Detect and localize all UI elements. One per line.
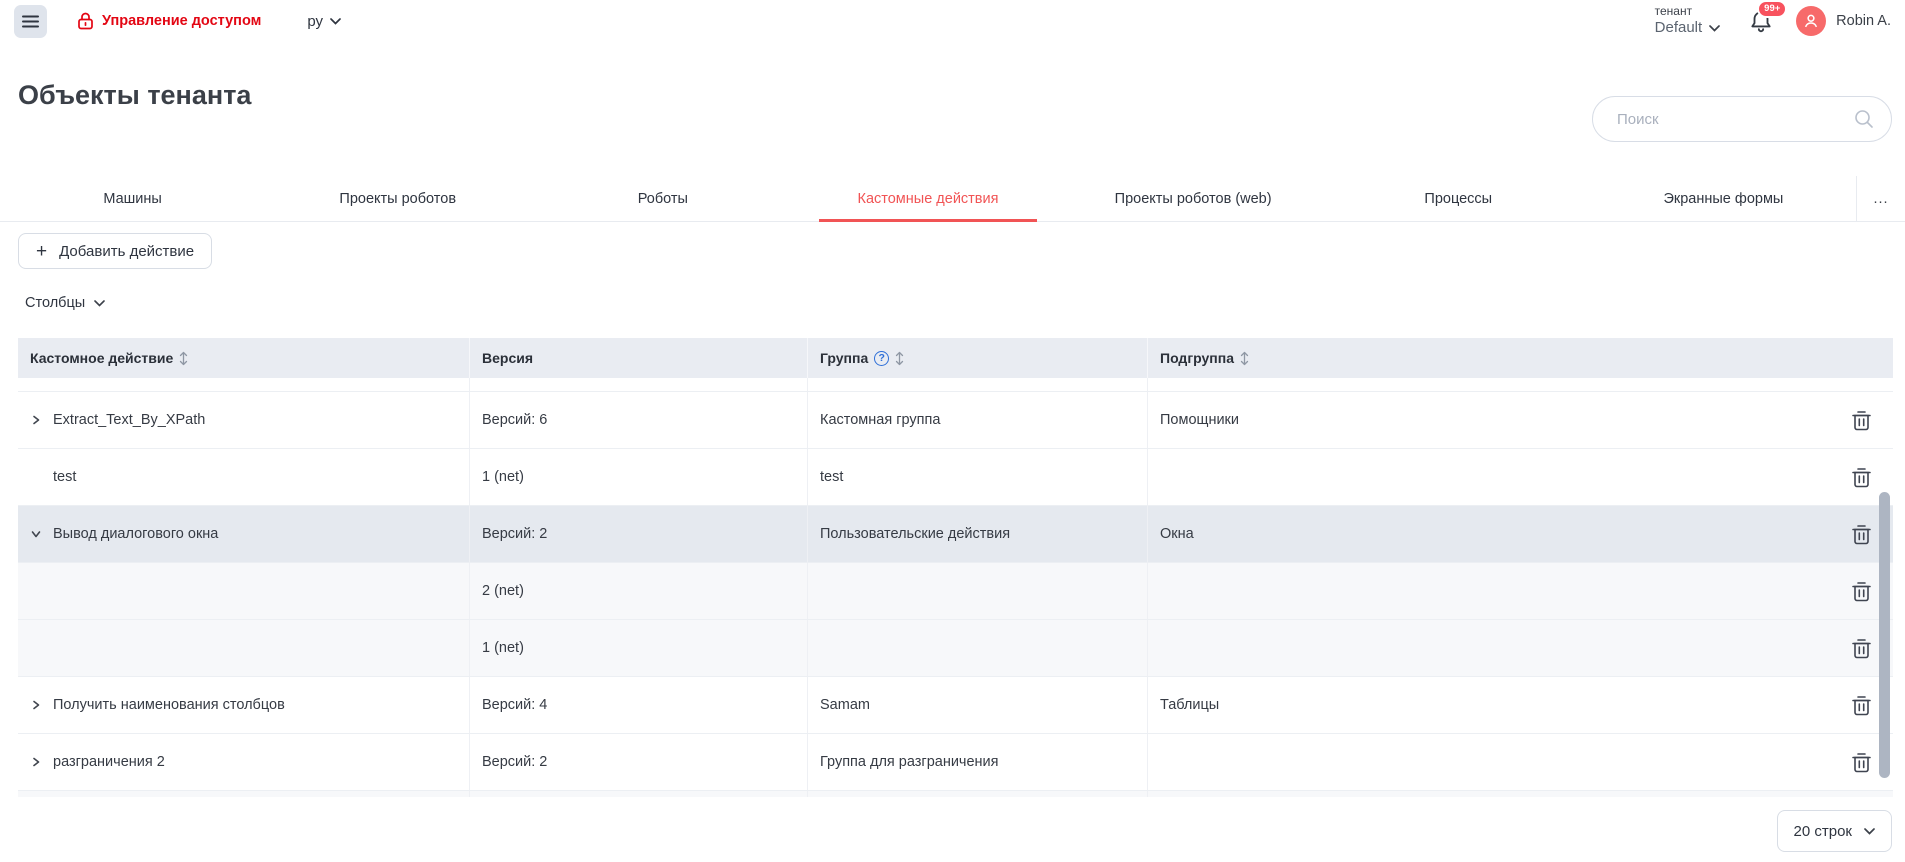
action-name: Extract_Text_By_XPath <box>53 412 206 428</box>
sort-icon <box>1240 351 1249 366</box>
help-icon[interactable]: ? <box>874 351 889 366</box>
tab-label: Роботы <box>637 190 688 207</box>
group-cell <box>808 563 1148 619</box>
group-cell: Группа для разграничения <box>808 734 1148 790</box>
delete-button[interactable] <box>1849 464 1874 491</box>
rows-per-page-selector[interactable] <box>1777 810 1892 852</box>
partial-row-bottom <box>18 791 1893 797</box>
tab-robot-projects-web[interactable] <box>1061 176 1326 221</box>
trash-icon <box>1851 637 1872 660</box>
subgroup-cell: Таблицы <box>1160 697 1220 713</box>
group-cell <box>808 620 1148 676</box>
sort-icon <box>179 351 188 366</box>
column-header-label: Группа <box>820 350 869 366</box>
tenant-selector[interactable] <box>1655 4 1721 38</box>
version-cell: 2 (net) <box>470 563 808 619</box>
page-title: Объекты тенанта <box>18 80 252 110</box>
chevron-down-icon <box>330 18 341 25</box>
tab-more[interactable] <box>1856 176 1905 221</box>
delete-button[interactable] <box>1849 692 1874 719</box>
chevron-down-icon <box>1709 25 1720 32</box>
delete-button[interactable] <box>1849 635 1874 662</box>
tab-label: Кастомные действия <box>857 190 999 207</box>
action-name: Получить наименования столбцов <box>53 697 285 713</box>
tab-processes[interactable] <box>1326 176 1591 221</box>
expand-chevron-icon[interactable] <box>30 757 42 767</box>
version-cell: 1 (net) <box>470 449 808 505</box>
subgroup-cell: Окна <box>1160 526 1194 542</box>
collapse-chevron-icon[interactable] <box>30 529 42 539</box>
version-cell: Версий: 2 <box>470 734 808 790</box>
tab-robots[interactable] <box>530 176 795 221</box>
delete-button[interactable] <box>1849 407 1874 434</box>
trash-icon <box>1851 751 1872 774</box>
table-row[interactable] <box>18 620 1893 677</box>
tab-machines[interactable] <box>0 176 265 221</box>
version-cell: Версий: 4 <box>470 677 808 733</box>
tab-label: Процессы <box>1424 190 1493 207</box>
version-cell: Версий: 2 <box>470 506 808 562</box>
column-header-group[interactable] <box>808 338 1148 378</box>
action-name: разграничения 2 <box>53 754 165 770</box>
notification-badge: 99+ <box>1757 0 1787 18</box>
tab-label: Машины <box>103 190 162 207</box>
table-row[interactable] <box>18 563 1893 620</box>
column-header-subgroup[interactable] <box>1148 338 1829 378</box>
person-icon <box>1802 12 1820 30</box>
subgroup-cell <box>1148 620 1829 676</box>
trash-icon <box>1851 580 1872 603</box>
language-value: ру <box>307 12 324 30</box>
search-input[interactable] <box>1615 110 1853 129</box>
notifications-button[interactable] <box>1748 3 1781 34</box>
chevron-down-icon <box>94 300 105 307</box>
table-row[interactable] <box>18 392 1893 449</box>
trash-icon <box>1851 523 1872 546</box>
table-row[interactable] <box>18 449 1893 506</box>
expand-chevron-icon[interactable] <box>30 415 42 425</box>
search-box <box>1592 96 1892 142</box>
tenant-objects-table <box>18 338 1893 797</box>
subgroup-cell <box>1148 734 1829 790</box>
group-cell: Пользовательские действия <box>808 506 1148 562</box>
access-management-link[interactable] <box>77 12 261 30</box>
trash-icon <box>1851 694 1872 717</box>
column-header-actions <box>1829 338 1893 378</box>
action-name: Вывод диалогового окна <box>53 526 219 542</box>
tab-label: ... <box>1873 190 1889 207</box>
group-cell: Кастомная группа <box>808 392 1148 448</box>
tab-label: Проекты роботов <box>339 190 457 207</box>
hamburger-icon <box>22 15 39 28</box>
lock-icon <box>77 12 94 30</box>
tab-label: Проекты роботов (web) <box>1114 190 1272 207</box>
add-action-label: Добавить действие <box>59 242 195 260</box>
table-header-row <box>18 338 1893 378</box>
rows-per-page-label: 20 строк <box>1793 822 1852 840</box>
user-avatar[interactable] <box>1796 6 1826 36</box>
column-header-label: Версия <box>482 350 534 366</box>
tab-custom-actions[interactable] <box>795 176 1060 221</box>
table-row[interactable] <box>18 734 1893 791</box>
add-action-button[interactable] <box>18 233 212 269</box>
group-cell: Samam <box>808 677 1148 733</box>
columns-label: Столбцы <box>25 295 86 311</box>
trash-icon <box>1851 409 1872 432</box>
tenant-value: Default <box>1654 19 1703 37</box>
partial-row-top <box>18 378 1893 392</box>
columns-button[interactable] <box>25 295 105 311</box>
user-name: Robin A. <box>1836 13 1891 29</box>
column-header-label: Подгруппа <box>1160 350 1234 366</box>
table-body <box>18 392 1893 791</box>
table-row[interactable] <box>18 506 1893 563</box>
subgroup-cell: Помощники <box>1160 412 1239 428</box>
vertical-scrollbar-thumb[interactable] <box>1879 492 1890 778</box>
plus-icon: + <box>36 240 48 262</box>
action-name: test <box>53 469 77 485</box>
delete-button[interactable] <box>1849 521 1874 548</box>
tab-robot-projects[interactable] <box>265 176 530 221</box>
version-cell: Версий: 6 <box>470 392 808 448</box>
column-header-label: Кастомное действие <box>30 350 174 366</box>
tab-label: Экранные формы <box>1663 190 1784 207</box>
subgroup-cell <box>1148 449 1829 505</box>
sort-icon <box>895 351 904 366</box>
expand-chevron-icon[interactable] <box>30 700 42 710</box>
top-bar <box>0 0 1905 42</box>
menu-button[interactable] <box>14 5 47 38</box>
delete-button[interactable] <box>1849 578 1874 605</box>
access-management-label: Управление доступом <box>102 13 262 29</box>
chevron-down-icon <box>1864 828 1875 835</box>
trash-icon <box>1851 466 1872 489</box>
language-selector[interactable] <box>307 13 341 30</box>
column-header-version <box>470 338 808 378</box>
group-cell: test <box>808 449 1148 505</box>
tenant-label: тенант <box>1654 4 1693 19</box>
search-icon <box>1853 108 1875 130</box>
column-header-custom-action[interactable] <box>18 338 470 378</box>
version-cell: 1 (net) <box>470 620 808 676</box>
table-row[interactable] <box>18 677 1893 734</box>
subgroup-cell <box>1148 563 1829 619</box>
tab-bar <box>0 176 1905 222</box>
delete-button[interactable] <box>1849 749 1874 776</box>
tab-screen-forms[interactable] <box>1591 176 1856 221</box>
